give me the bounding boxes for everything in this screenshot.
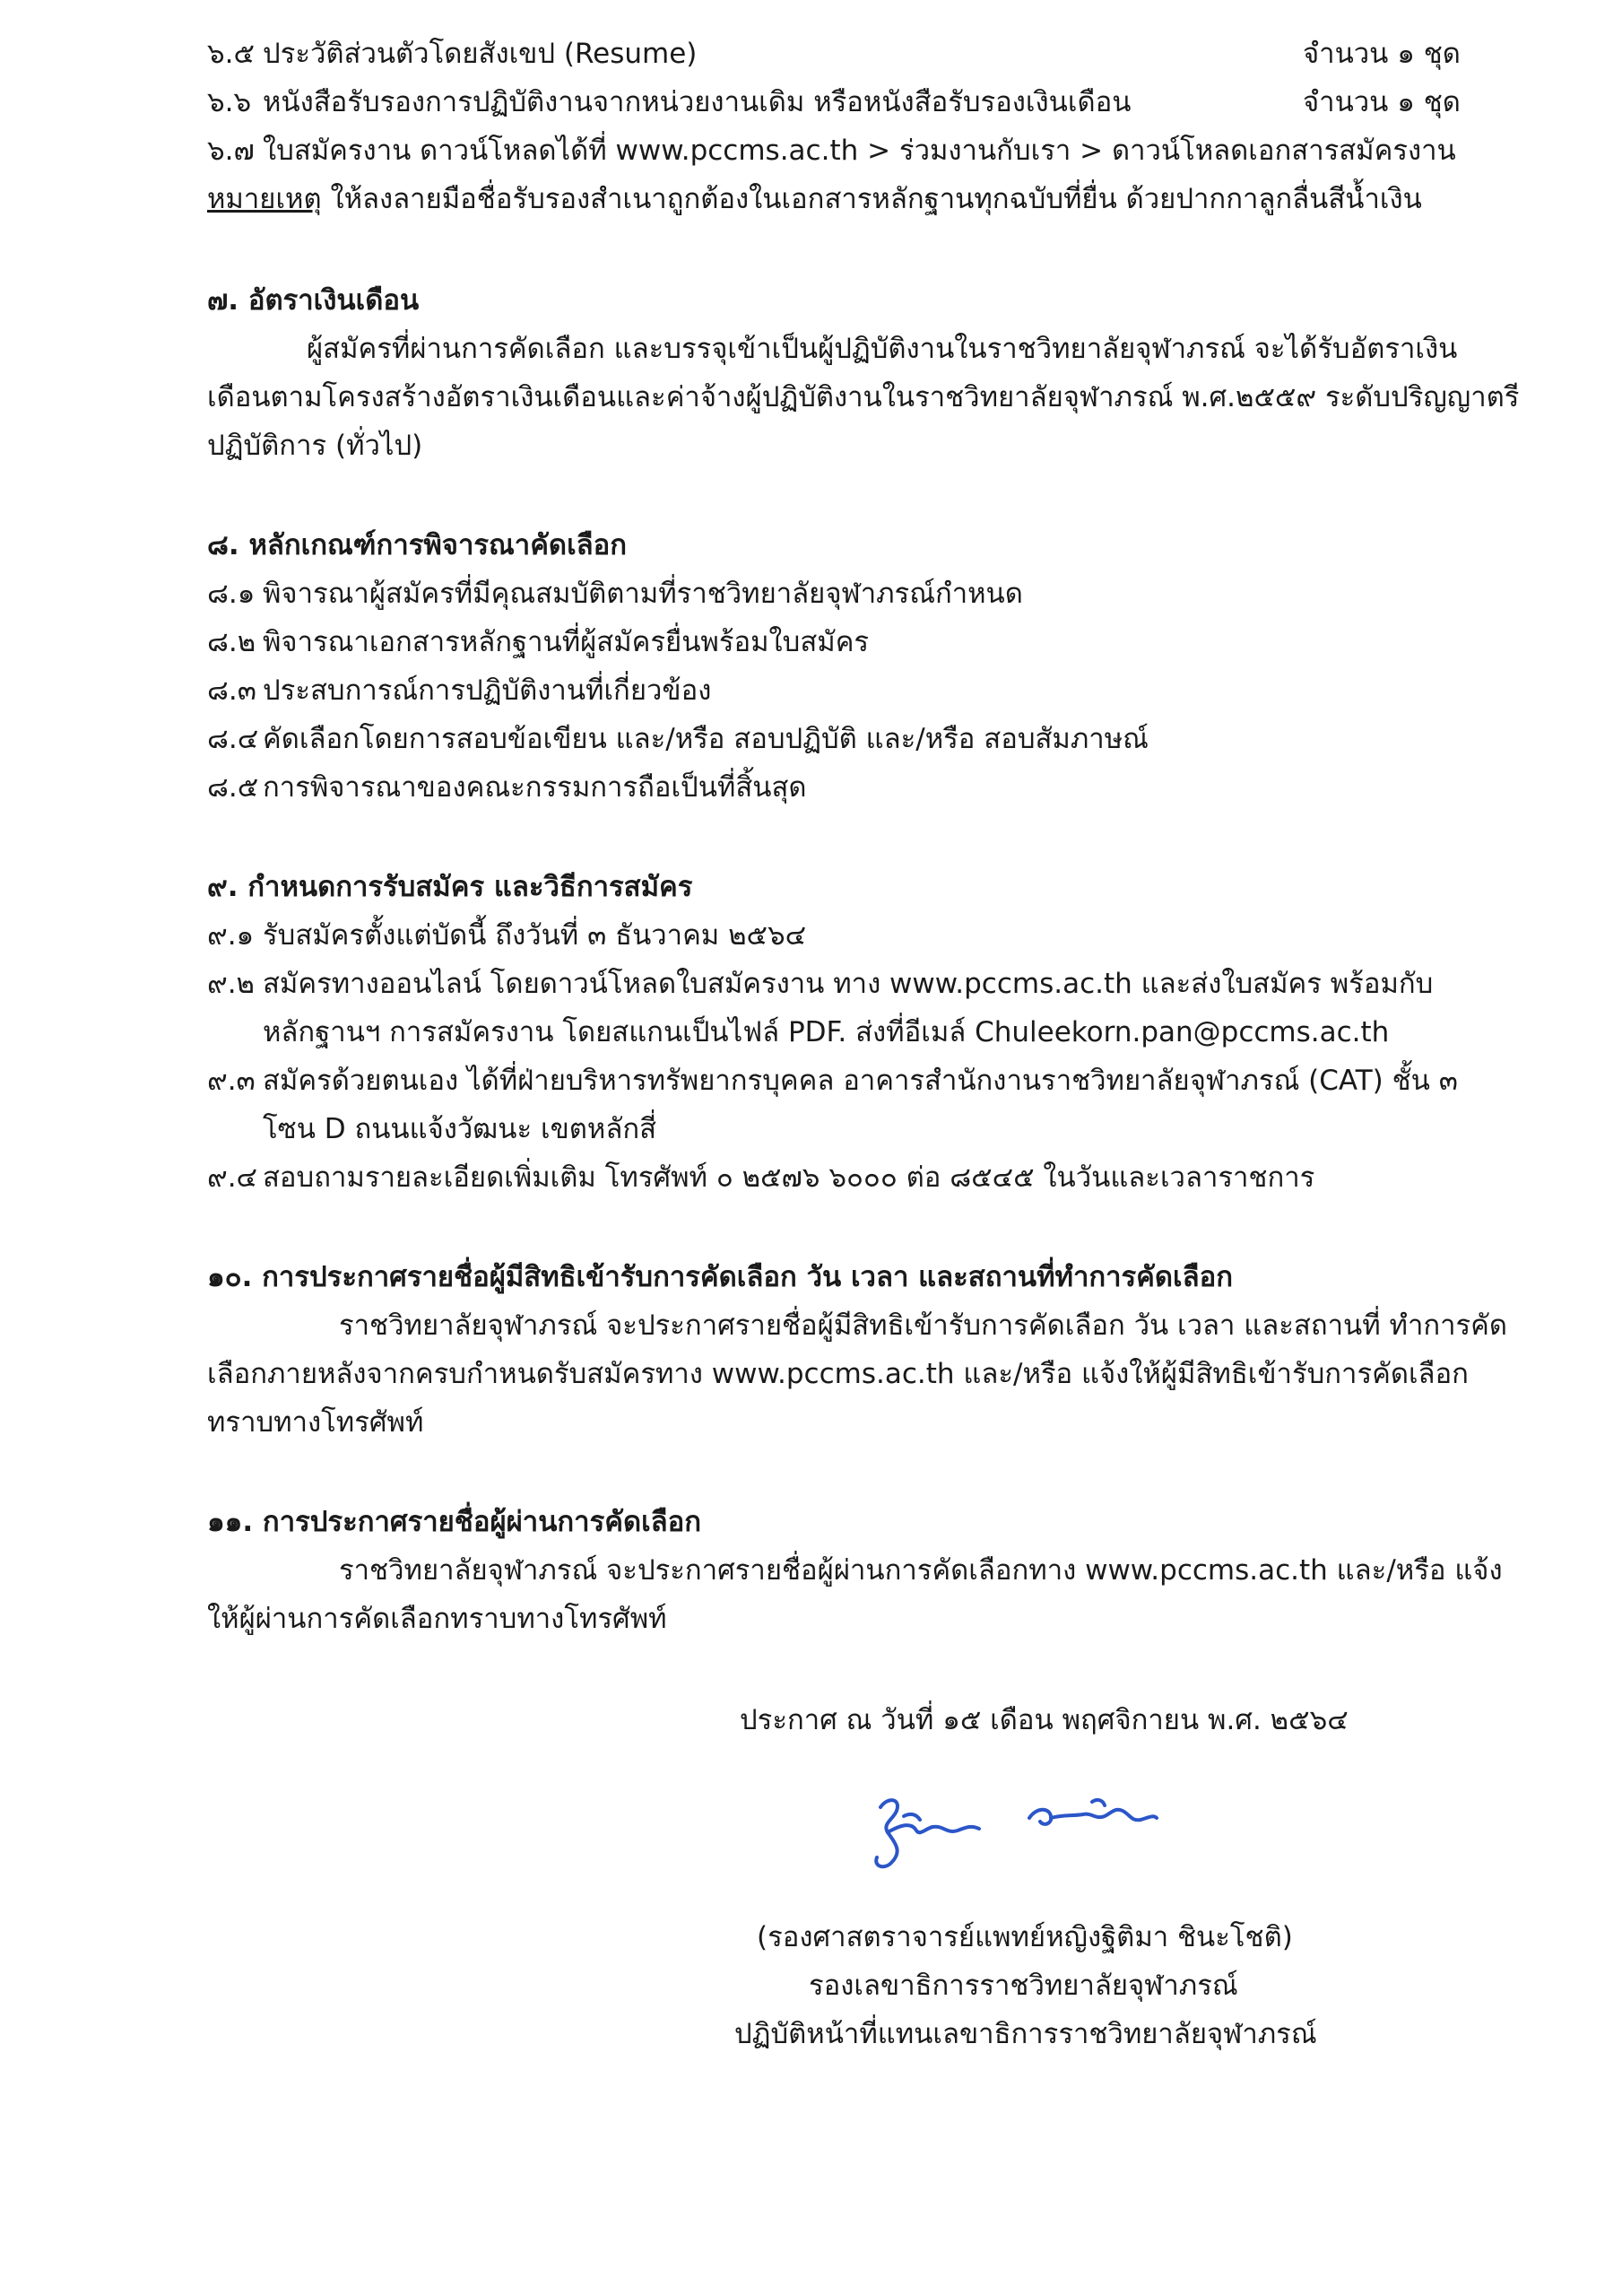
item-quantity: จำนวน ๑ ชุด	[1303, 38, 1461, 70]
paragraph-line: ปฏิบัติการ (ทั่วไป)	[207, 430, 423, 462]
paragraph-line: ให้ผู้ผ่านการคัดเลือกทราบทางโทรศัพท์	[207, 1603, 667, 1635]
list-item: ๖.๗ ใบสมัครงาน ดาวน์โหลดได้ที่ www.pccms.ac.th > ร่วมงานกับเรา > ดาวน์โหลดเอกสารสมัครงาน	[207, 135, 1456, 167]
announcement-date: ประกาศ ณ วันที่ ๑๕ เดือน พฤศจิกายน พ.ศ. ๒๕๖๔	[740, 1704, 1349, 1736]
section-heading: ๘. หลักเกณฑ์การพิจารณาคัดเลือก	[207, 529, 628, 561]
list-item: ๙.๓ สมัครด้วยตนเอง ได้ที่ฝ่ายบริหารทรัพยากรบุคคล อาคารสำนักงานราชวิทยาลัยจุฬาภรณ์ (CAT) ชั้น ๓	[207, 1065, 1458, 1097]
section-heading: ๗. อัตราเงินเดือน	[207, 284, 420, 317]
paragraph-line: เดือนตามโครงสร้างอัตราเงินเดือนและค่าจ้างผู้ปฏิบัติงานในราชวิทยาลัยจุฬาภรณ์ พ.ศ.๒๕๕๙ ระดับปริญญาตรี	[207, 381, 1520, 413]
paragraph-line: ราชวิทยาลัยจุฬาภรณ์ จะประกาศรายชื่อผู้มีสิทธิเข้ารับการคัดเลือก วัน เวลา และสถานที่ ทำการคัด	[339, 1309, 1508, 1342]
section-heading: ๙. กำหนดการรับสมัคร และวิธีการสมัคร	[207, 871, 693, 903]
list-item-continuation: โซน D ถนนแจ้งวัฒนะ เขตหลักสี่	[263, 1113, 657, 1145]
list-item-continuation: หลักฐานฯ การสมัครงาน โดยสแกนเป็นไฟล์ PDF. ส่งที่อีเมล์ Chuleekorn.pan@pccms.ac.th	[263, 1016, 1390, 1048]
signatory-name: (รองศาสตราจารย์แพทย์หญิงฐิติมา ชินะโชติ)	[757, 1921, 1293, 1953]
list-item: ๙.๔ สอบถามรายละเอียดเพิ่มเติม โทรศัพท์ ๐ ๒๕๗๖ ๖๐๐๐ ต่อ ๘๕๔๕ ในวันและเวลาราชการ	[207, 1161, 1315, 1194]
paragraph-line: ผู้สมัครที่ผ่านการคัดเลือก และบรรจุเข้าเป็นผู้ปฏิบัติงานในราชวิทยาลัยจุฬาภรณ์ จะได้รับอัตราเงิน	[307, 333, 1458, 365]
list-item: ๘.๓ ประสบการณ์การปฏิบัติงานที่เกี่ยวข้อง	[207, 674, 712, 707]
paragraph-line: เลือกภายหลังจากครบกำหนดรับสมัครทาง www.pccms.ac.th และ/หรือ แจ้งให้ผู้มีสิทธิเข้ารับการคัดเลือก	[207, 1358, 1469, 1390]
list-item: ๖.๖ หนังสือรับรองการปฏิบัติงานจากหน่วยงานเดิม หรือหนังสือรับรองเงินเดือน	[207, 86, 1132, 118]
section-heading: ๑๐. การประกาศรายชื่อผู้มีสิทธิเข้ารับการคัดเลือก วัน เวลา และสถานที่ทำการคัดเลือก	[207, 1261, 1234, 1293]
list-item: ๘.๔ คัดเลือกโดยการสอบข้อเขียน และ/หรือ สอบปฏิบัติ และ/หรือ สอบสัมภาษณ์	[207, 723, 1149, 755]
note-label: หมายเหตุ	[207, 183, 322, 215]
paragraph-line: ราชวิทยาลัยจุฬาภรณ์ จะประกาศรายชื่อผู้ผ่านการคัดเลือกทาง www.pccms.ac.th และ/หรือ แจ้ง	[339, 1554, 1503, 1587]
item-quantity: จำนวน ๑ ชุด	[1303, 86, 1461, 118]
signatory-position: รองเลขาธิการราชวิทยาลัยจุฬาภรณ์	[809, 1970, 1238, 2002]
list-item: ๖.๕ ประวัติส่วนตัวโดยสังเขป (Resume)	[207, 38, 698, 70]
note-paragraph: หมายเหตุ ให้ลงลายมือชื่อรับรองสำเนาถูกต้องในเอกสารหลักฐานทุกฉบับที่ยื่น ด้วยปากกาลูกลื่นสีน้ำเงิน	[207, 183, 1422, 215]
list-item: ๙.๒ สมัครทางออนไลน์ โดยดาวน์โหลดใบสมัครงาน ทาง www.pccms.ac.th และส่งใบสมัคร พร้อมกับ	[207, 968, 1434, 1000]
list-item: ๘.๕ การพิจารณาของคณะกรรมการถือเป็นที่สิ้นสุด	[207, 771, 807, 804]
signatory-acting-position: ปฏิบัติหน้าที่แทนเลขาธิการราชวิทยาลัยจุฬาภรณ์	[734, 2018, 1317, 2050]
list-item: ๘.๑ พิจารณาผู้สมัครที่มีคุณสมบัติตามที่ราชวิทยาลัยจุฬาภรณ์กำหนด	[207, 578, 1023, 610]
signature	[861, 1780, 1184, 1879]
list-item: ๙.๑ รับสมัครตั้งแต่บัดนี้ ถึงวันที่ ๓ ธันวาคม ๒๕๖๔	[207, 919, 807, 952]
list-item: ๘.๒ พิจารณาเอกสารหลักฐานที่ผู้สมัครยื่นพร้อมใบสมัคร	[207, 626, 870, 658]
paragraph-line: ทราบทางโทรศัพท์	[207, 1406, 424, 1439]
section-heading: ๑๑. การประกาศรายชื่อผู้ผ่านการคัดเลือก	[207, 1506, 702, 1538]
